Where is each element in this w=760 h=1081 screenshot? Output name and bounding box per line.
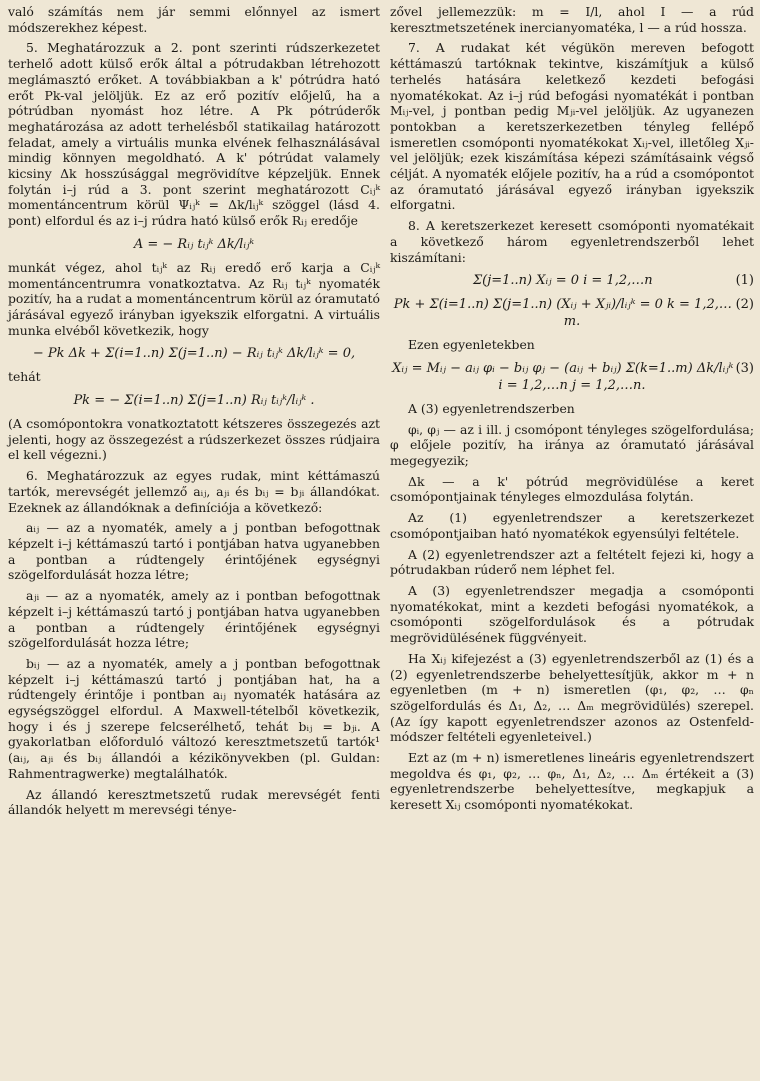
paragraph: 6. Meghatározzuk az egyes rudak, mint kéttámaszú tartók, merevségét jellemző aᵢⱼ, aⱼᵢ és bᵢⱼ = bⱼᵢ állandókat. Ezeknek az állandóknak a definíciója a következő: xyxy=(8,468,380,515)
equation xyxy=(8,392,380,409)
left-column xyxy=(8,4,380,818)
paragraph: (A csomópontokra vonatkoztatott kétszeres összegezés azt jelenti, hogy az összegezést a rúdszerkezet összes rúdjaira el kell végezni.) xyxy=(8,416,380,463)
paragraph: A (3) egyenletrendszerben xyxy=(408,400,575,416)
equation xyxy=(390,360,754,394)
paragraph: φᵢ, φⱼ — az i ill. j csomópont tényleges szögelfordulása; φ előjele pozitív, ha iránya az óramutató járásával megegyezik; xyxy=(390,421,754,469)
paragraph: A (3) egyenletrendszer megadja a csomóponti nyomatékokat, mint a kezdeti befogási nyomatékok, a csomóponti szögelfordulások és a pótrudak megrövidülésének függvényeit. xyxy=(390,582,754,646)
equation-text: Pk = − Σ(i=1..n) Σ(j=1..n) Rᵢⱼ tᵢⱼᵏ/lᵢⱼᵏ . xyxy=(73,393,315,409)
equation xyxy=(390,272,754,289)
paragraph: 5. Meghatározzuk a 2. pont szerinti rúdszerkezetet terhelő adott külső erők által a pótrudakban létrehozott meglámasztó erőket. A továbbiakban a k' pótrúdra ható erőt Pk-val jelöljük. Ez az erő pozitív előjelű, ha a pótrúdban nyomást hoz létre. A Pk pótrúderők meghatározása az adott terhelésből statikailag határozott feladat, amely a virtuális munka elvének felhasználásával mindig könnyen megoldható. A k' pótrúdat valamely kicsiny Δk hosszúsággal megrövidítve képzeljük. Ennek folytán i–j rúd a 3. pont szerint meghatározott Cᵢⱼᵏ momentáncentrum körül Ψᵢⱼᵏ = Δk/lᵢⱼᵏ szöggel (lásd 4. pont) elfordul és az i–j rúdra ható külső erők Rᵢⱼ eredője xyxy=(8,40,380,229)
paragraph: Az állandó keresztmetszetű rudak merevségét fenti állandók helyett m merevségi ténye- xyxy=(8,786,380,818)
paragraph: bᵢⱼ — az a nyomaték, amely a j pontban befogottnak képzelt i–j kéttámaszú tartó j pontjában hat, ha a rúdtengely érintője i pontban aᵢⱼ nyomaték hatására az egységszöggel elfordul. A Maxwell-tételből következik, hogy i és j szerepe felcserélhető, tehát bᵢⱼ = bⱼᵢ. A gyakorlatban előforduló változó keresztmetszetű tartók¹ (aᵢⱼ, aⱼᵢ és bᵢⱼ állandói a kézikönyvekben (pl. Guldan: Rahmentragwerke) megtalálhatók. xyxy=(8,655,380,781)
paragraph: Ha Xᵢⱼ kifejezést a (3) egyenletrendszerből az (1) és a (2) egyenletrendszerbe behelyettesítjük, akkor m + n egyenletben (m + n) ismeretlen (φ₁, φ₂, … φₙ szögelfordulás és Δ₁, Δ₂, … Δₘ megrövidülés) szerepel. (Az így kapott egyenletrendszer azonos az Ostenfeld-módszer feltételi egyenleteivel.) xyxy=(390,650,754,745)
right-column xyxy=(390,4,754,813)
paragraph: 8. A keretszerkezet keresett csomóponti nyomatékait a következő három egyenletrendszerből lehet kiszámítani: xyxy=(390,218,754,265)
equation xyxy=(390,296,754,330)
equation-text: − Pk Δk + Σ(i=1..n) Σ(j=1..n) − Rᵢⱼ tᵢⱼᵏ Δk/lᵢⱼᵏ = 0, xyxy=(32,346,356,362)
paragraph: 7. A rudakat két végükön mereven befogott kéttámaszú tartóknak tekintve, kiszámítjuk a külső terhelés hatására keletkező kezdeti befogási nyomatékokat. Az i–j rúd befogási nyomatékát i pontban Mᵢⱼ-vel, j pontban pedig Mⱼᵢ-vel jelöljük. Az ugyanezen pontokban a keretszerkezetben tényleg fellépő ismeretlen csomóponti nyomatékokat Xᵢⱼ-vel, illetőleg Xⱼᵢ-vel jelöljük; ezek kiszámítása képezi számításaink végső célját. A nyomaték előjele pozitív, ha a rúd a csomópontot az óramutató járásával egyező irányban igyekszik elforgatni. xyxy=(390,40,754,213)
paragraph: való számítás nem jár semmi előnnyel az ismert módszerekhez képest. xyxy=(8,4,380,35)
paragraph: aⱼᵢ — az a nyomaték, amely az i pontban befogottnak képzelt i–j kéttámaszú tartó j pontjában hatva ugyanebben a pontban a rúdtengely érintőjének egységnyi szögelfordulását hozza létre; xyxy=(8,588,380,651)
paragraph: A (2) egyenletrendszer azt a feltételt fejezi ki, hogy a pótrudakban rúderő nem léphet fel. xyxy=(390,546,754,578)
equation-text: Σ(j=1..n) Xᵢⱼ = 0 i = 1,2,…n xyxy=(472,273,653,289)
paragraph: zővel jellemezzük: m = I/l, ahol I — a rúd keresztmetszetének inercianyomatéka, l — a rúd hossza. xyxy=(390,4,754,35)
paragraph: Az (1) egyenletrendszer a keretszerkezet csomópontjaiban ható nyomatékok egyensúlyi feltétele. xyxy=(390,510,754,541)
paragraph: Δk — a k' pótrúd megrövidülése a keret csomópontjainak tényleges elmozdulása folytán. xyxy=(390,473,754,505)
equation xyxy=(8,236,380,253)
equation-number: (2) xyxy=(735,297,754,313)
equation-text: A = − Rᵢⱼ tᵢⱼᵏ Δk/lᵢⱼᵏ xyxy=(133,236,255,252)
paragraph: Ezt az (m + n) ismeretlenes lineáris egyenletrendszert megoldva és φ₁, φ₂, … φₙ, Δ₁, Δ₂, … Δₘ értékeit a (3) egyenletrendszerbe behelyettesítve, megkapjuk a keresett Xᵢⱼ csomóponti nyomatékokat. xyxy=(390,750,754,813)
paragraph: tehát xyxy=(8,369,41,385)
equation-number: (1) xyxy=(735,273,754,289)
equation-number: (3) xyxy=(735,360,754,376)
paragraph: munkát végez, ahol tᵢⱼᵏ az Rᵢⱼ eredő erő karja a Cᵢⱼᵏ momentáncentrumra vonatkoztatva. Az Rᵢⱼ tᵢⱼᵏ nyomaték pozitív, ha a rudat a momentáncentrum körül az óramutató járásával egyező irányban igyekszik elforgatni. A virtuális munka elvéből következik, hogy xyxy=(8,259,380,338)
equation-text: Xᵢⱼ = Mᵢⱼ − aᵢⱼ φᵢ − bᵢⱼ φⱼ − (aᵢⱼ + bᵢⱼ) Σ(k=1..m) Δk/lᵢⱼᵏ i = 1,2,…n j = 1,2,…n. xyxy=(392,360,734,393)
equation xyxy=(8,345,380,362)
paragraph: aᵢⱼ — az a nyomaték, amely a j pontban befogottnak képzelt i–j kéttámaszú tartó i pontjában hatva ugyanebben a pontban a rúdtengely érintőjének egységnyi szögelfordulását hozza létre; xyxy=(8,520,380,583)
equation-text: Pk + Σ(i=1..n) Σ(j=1..n) (Xᵢⱼ + Xⱼᵢ)/lᵢⱼᵏ = 0 k = 1,2,…m. xyxy=(393,297,732,330)
paragraph: Ezen egyenletekben xyxy=(408,337,535,353)
